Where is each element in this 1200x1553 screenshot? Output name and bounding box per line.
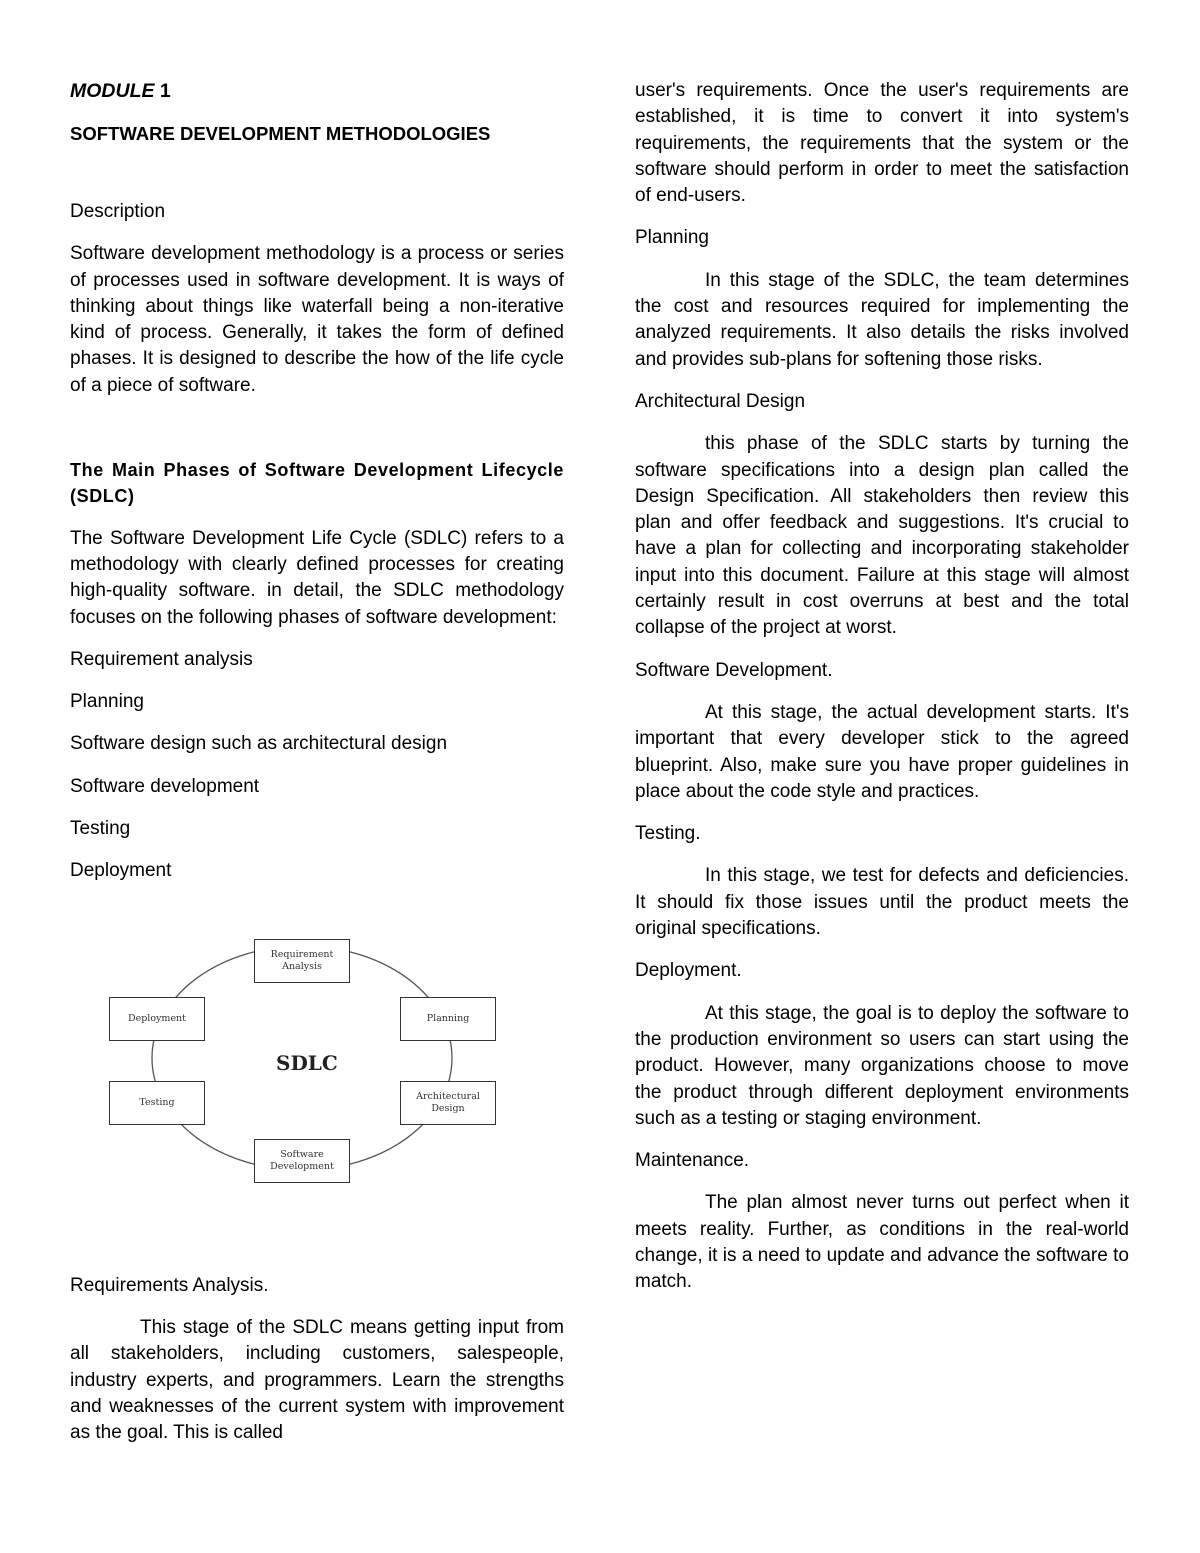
node-requirement-analysis: Requirement Analysis	[254, 939, 350, 983]
list-item: Planning	[70, 691, 144, 713]
arch-heading: Architectural Design	[635, 390, 806, 412]
right-column	[635, 78, 1129, 1296]
list-item: Deployment	[70, 860, 172, 882]
testing-body: In this stage, we test for defects and deficiencies. It should fix those issues until the product meets the original specifications.	[635, 865, 1129, 940]
planning-heading: Planning	[635, 227, 709, 249]
deploy-body: At this stage, the goal is to deploy the software to the production environment so users can start using the product. However, many organizations choose to move the product through different deployment environments such as a testing or staging environment.	[635, 1002, 1129, 1129]
node-deployment: Deployment	[109, 997, 205, 1041]
node-software-development: Software Development	[254, 1139, 350, 1183]
dev-heading: Software Development.	[635, 659, 833, 681]
module-title: MODULE 1	[70, 80, 171, 102]
req-body-continued: user's requirements. Once the user's requirements are established, it is time to convert it into system's requirements, the requirements that the system or the software should perform in order to meet the satisfaction of end-users.	[635, 80, 1129, 207]
description-heading: Description	[70, 201, 166, 222]
node-planning: Planning	[400, 997, 496, 1041]
node-testing: Testing	[109, 1081, 205, 1125]
req-heading: Requirements Analysis.	[70, 1274, 269, 1296]
sdlc-heading: The Main Phases of Software Development Lifecycle (SDLC)	[70, 460, 564, 507]
node-architectural-design: Architectural Design	[400, 1081, 496, 1125]
maint-heading: Maintenance.	[635, 1150, 750, 1172]
left-column	[70, 78, 564, 1446]
dev-body: At this stage, the actual development starts. It's important that every developer stick to the agreed blueprint. Also, make sure you have proper guidelines in place about the code style and practices.	[635, 701, 1129, 802]
deploy-heading: Deployment.	[635, 960, 742, 982]
list-item: Testing	[70, 818, 131, 840]
description-body: Software development methodology is a process or series of processes used in software development. It is ways of thinking about things like waterfall being a non-iterative kind of process. Generally, it takes the form of defined phases. It is designed to describe the how of the life cycle of a piece of software.	[70, 243, 564, 396]
maint-body: The plan almost never turns out perfect when it meets reality. Further, as conditions in the real-world change, it is a need to update and advance the software to match.	[635, 1192, 1129, 1293]
testing-heading: Testing.	[635, 823, 701, 845]
diagram-center-label: SDLC	[276, 1050, 338, 1075]
arch-body: this phase of the SDLC starts by turning the software specifications into a design plan called the Design Specification. All stakeholders then review this plan and offer feedback and suggestions. It's crucial to have a plan for collecting and incorporating stakeholder input into this document. Failure at this stage will almost certainly result in cost overruns at best and the total collapse of the project at worst.	[635, 433, 1129, 639]
sdlc-diagram	[106, 931, 516, 1201]
planning-body: In this stage of the SDLC, the team determines the cost and resources required for implementing the analyzed requirements. It also details the risks involved and provides sub-plans for softening those risks.	[635, 269, 1129, 370]
page-title: SOFTWARE DEVELOPMENT METHODOLOGIES	[70, 123, 491, 144]
phase-list	[70, 647, 564, 885]
list-item: Software development	[70, 775, 260, 797]
sdlc-intro: The Software Development Life Cycle (SDLC) refers to a methodology with clearly defined processes for creating high-quality software. in detail, the SDLC methodology focuses on the following phases of software development:	[70, 527, 564, 628]
req-body: This stage of the SDLC means getting input from all stakeholders, including customers, salespeople, industry experts, and programmers. Learn the strengths and weaknesses of the current system with improvement as the goal. This is called	[70, 1316, 564, 1444]
list-item: Requirement analysis	[70, 648, 253, 670]
list-item: Software design such as architectural design	[70, 733, 448, 755]
